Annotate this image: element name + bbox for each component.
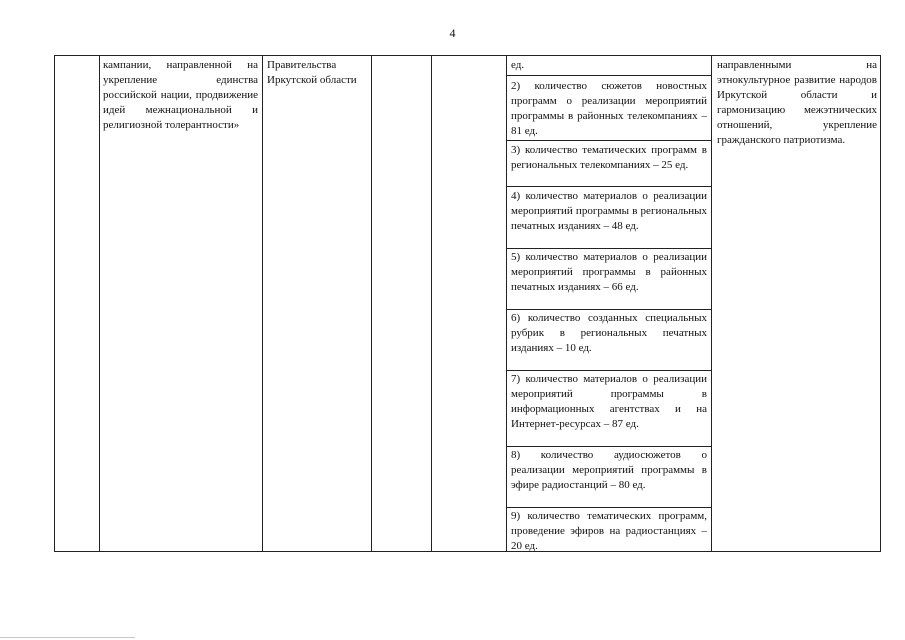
column-border — [506, 55, 507, 552]
column-border — [371, 55, 372, 552]
indicator-row-border — [506, 370, 711, 371]
indicator-row-border — [506, 309, 711, 310]
indicator-cell: ед. — [511, 59, 525, 71]
indicator-cell: 6) количество созданных специальных рубрик в региональных печатных изданиях – 10 ед. — [511, 312, 707, 354]
indicator-row-border — [506, 507, 711, 508]
table-bottom-border — [54, 551, 880, 552]
indicator-cell: 9) количество тематических программ, проведение эфиров на радиостанциях – 20 ед. — [511, 510, 707, 552]
indicator-cell: 3) количество тематических программ в региональных телекомпаниях – 25 ед. — [511, 144, 707, 171]
indicator-row-border — [506, 446, 711, 447]
task-description: кампании, направленной на укрепление единства российской нации, продвижение идей межнациональной и религиозной толерантности» — [103, 59, 258, 131]
indicator-row-border — [506, 140, 711, 141]
column-border — [262, 55, 263, 552]
table-top-border — [54, 55, 880, 56]
column-border — [880, 55, 881, 552]
responsible-executor: Правительства Иркутской области — [267, 59, 357, 86]
column-border — [431, 55, 432, 552]
expected-result: направленными на этнокультурное развитие народов Иркутской области и гармонизацию межэтнических отношений, укрепление гражданского патриотизма. — [717, 59, 877, 146]
indicator-cell: 8) количество аудиосюжетов о реализации мероприятий программы в эфире радиостанций – 80 ед. — [511, 449, 707, 491]
column-border — [54, 55, 55, 552]
page-number: 4 — [449, 26, 456, 40]
indicator-row-border — [506, 75, 711, 76]
indicator-cell: 5) количество материалов о реализации мероприятий программы в районных печатных изданиях – 66 ед. — [511, 251, 707, 293]
indicator-cell: 7) количество материалов о реализации мероприятий программы в информационных агентствах и на Интернет-ресурсах – 87 ед. — [511, 373, 707, 430]
indicator-row-border — [506, 186, 711, 187]
column-border — [711, 55, 712, 552]
scan-mark — [0, 637, 135, 638]
column-border — [99, 55, 100, 552]
indicator-cell: 2) количество сюжетов новостных программ о реализации мероприятий программы в районных телекомпаниях – 81 ед. — [511, 80, 707, 137]
indicator-row-border — [506, 248, 711, 249]
indicator-cell: 4) количество материалов о реализации мероприятий программы в региональных печатных изданиях – 48 ед. — [511, 190, 707, 232]
